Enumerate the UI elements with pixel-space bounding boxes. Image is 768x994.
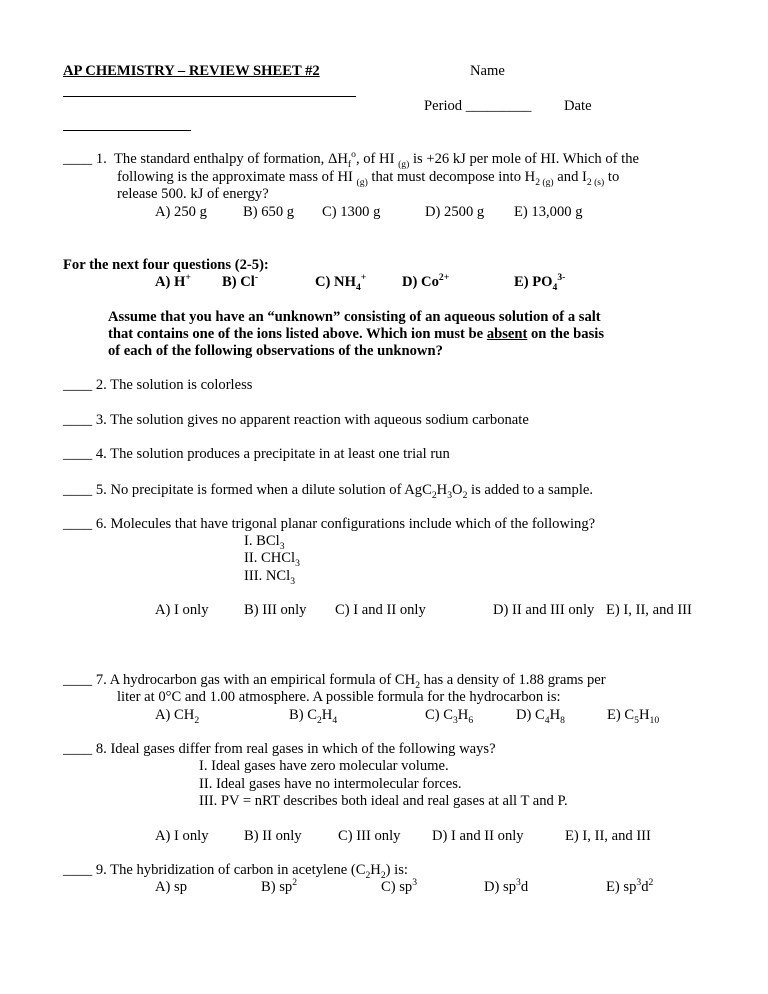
q7-choice-d: D) $C_4H_8$ xyxy=(516,707,565,726)
q1-choice-a: A) 250 g xyxy=(155,204,207,220)
name-line xyxy=(63,96,356,97)
q6-item-3: III. NCl$_3$ xyxy=(244,568,296,587)
date-label: Date xyxy=(564,98,592,114)
question-1-number: ____ 1. xyxy=(63,151,107,167)
ion-e: E) $PO_4^{3-}$ xyxy=(514,272,566,293)
question-7-line1: ____ 7. A hydrocarbon gas with an empirical formula of $CH_2$ has a density of 1.88 grams per xyxy=(63,672,606,691)
instruction-line2: that contains one of the ions listed above. Which ion must be absent on the basis xyxy=(108,326,604,342)
q9-choice-d: D) $sp^3d$ xyxy=(484,877,529,895)
q7-choice-b: B) $C_2H_4$ xyxy=(289,707,338,726)
q6-choice-b: B) III only xyxy=(244,602,307,618)
q6-item-2: II. CHCl$_3$ xyxy=(244,550,300,569)
q7-choice-c: C) $C_3H_6$ xyxy=(425,707,474,726)
ion-section-heading: For the next four questions (2-5): xyxy=(63,257,269,273)
q6-choice-d: D) II and III only xyxy=(493,602,595,618)
q8-choice-e: E) I, II, and III xyxy=(565,828,651,844)
q8-choice-c: C) III only xyxy=(338,828,401,844)
q9-choice-c: C) $sp^3$ xyxy=(381,877,418,895)
question-8: ____ 8. Ideal gases differ from real gases in which of the following ways? xyxy=(63,741,496,757)
date-line xyxy=(63,130,191,131)
question-1-text-line3: release 500. kJ of energy? xyxy=(117,186,269,202)
period-label: Period _________ xyxy=(424,98,532,114)
q6-choice-a: A) I only xyxy=(155,602,209,618)
q6-choice-e: E) I, II, and III xyxy=(606,602,692,618)
name-label: Name xyxy=(470,63,505,79)
question-5: ____ 5. No precipitate is formed when a dilute solution of $AgC_2H_3O_2$ is added to a sample. xyxy=(63,482,594,501)
q9-choice-e: E) $sp^3d^2$ xyxy=(606,877,654,895)
q8-item-1: I. Ideal gases have zero molecular volume. xyxy=(199,758,449,774)
question-9: ____ 9. The hybridization of carbon in acetylene $(C_2H_2)$ is: xyxy=(63,862,408,881)
ion-b: B) Cl- xyxy=(222,272,259,290)
ion-c: C) $NH_4^+$ xyxy=(315,272,367,293)
question-1-text-line1: The standard enthalpy of formation, $\Delta H_f^o$, of HI $_{(g)}$ is +26 kJ per mole of HI. Which of the xyxy=(114,149,639,170)
question-3: ____ 3. The solution gives no apparent reaction with aqueous sodium carbonate xyxy=(63,412,529,428)
ion-d: D) $Co^{2+}$ xyxy=(402,272,450,290)
q1-choice-c: C) 1300 g xyxy=(322,204,381,220)
q8-item-2: II. Ideal gases have no intermolecular forces. xyxy=(199,776,462,792)
q7-choice-a: A) $CH_2$ xyxy=(155,707,200,726)
ion-a: A) H+ xyxy=(155,272,191,290)
q9-choice-b: B) $sp^2$ xyxy=(261,877,298,895)
instruction-line3: of each of the following observations of the unknown? xyxy=(108,343,443,359)
q8-choice-a: A) I only xyxy=(155,828,209,844)
question-1-text-line2: following is the approximate mass of HI $_{(g)}$ that must decompose into $H_2$ $_{(g)}$ and $I_{2 (s)}$ to xyxy=(117,169,620,188)
q6-choice-c: C) I and II only xyxy=(335,602,426,618)
q8-item-3: III. PV = nRT describes both ideal and real gases at all T and P. xyxy=(199,793,568,809)
worksheet-title: AP CHEMISTRY – REVIEW SHEET #2 xyxy=(63,63,320,79)
question-2: ____ 2. The solution is colorless xyxy=(63,377,253,393)
q1-choice-b: B) 650 g xyxy=(243,204,295,220)
q8-choice-b: B) II only xyxy=(244,828,302,844)
q1-choice-d: D) 2500 g xyxy=(425,204,485,220)
question-7-line2: liter at 0°C and 1.00 atmosphere. A possible formula for the hydrocarbon is: xyxy=(117,689,561,705)
q1-choice-e: E) 13,000 g xyxy=(514,204,583,220)
question-4: ____ 4. The solution produces a precipitate in at least one trial run xyxy=(63,446,450,462)
q9-choice-a: A) sp xyxy=(155,879,188,895)
question-6: ____ 6. Molecules that have trigonal planar configurations include which of the following? xyxy=(63,516,596,532)
instruction-line1: Assume that you have an “unknown” consisting of an aqueous solution of a salt xyxy=(108,309,601,325)
q6-item-1: I. BCl$_3$ xyxy=(244,533,285,552)
q8-choice-d: D) I and II only xyxy=(432,828,524,844)
q7-choice-e: E) $C_5H_{10}$ xyxy=(607,707,660,726)
